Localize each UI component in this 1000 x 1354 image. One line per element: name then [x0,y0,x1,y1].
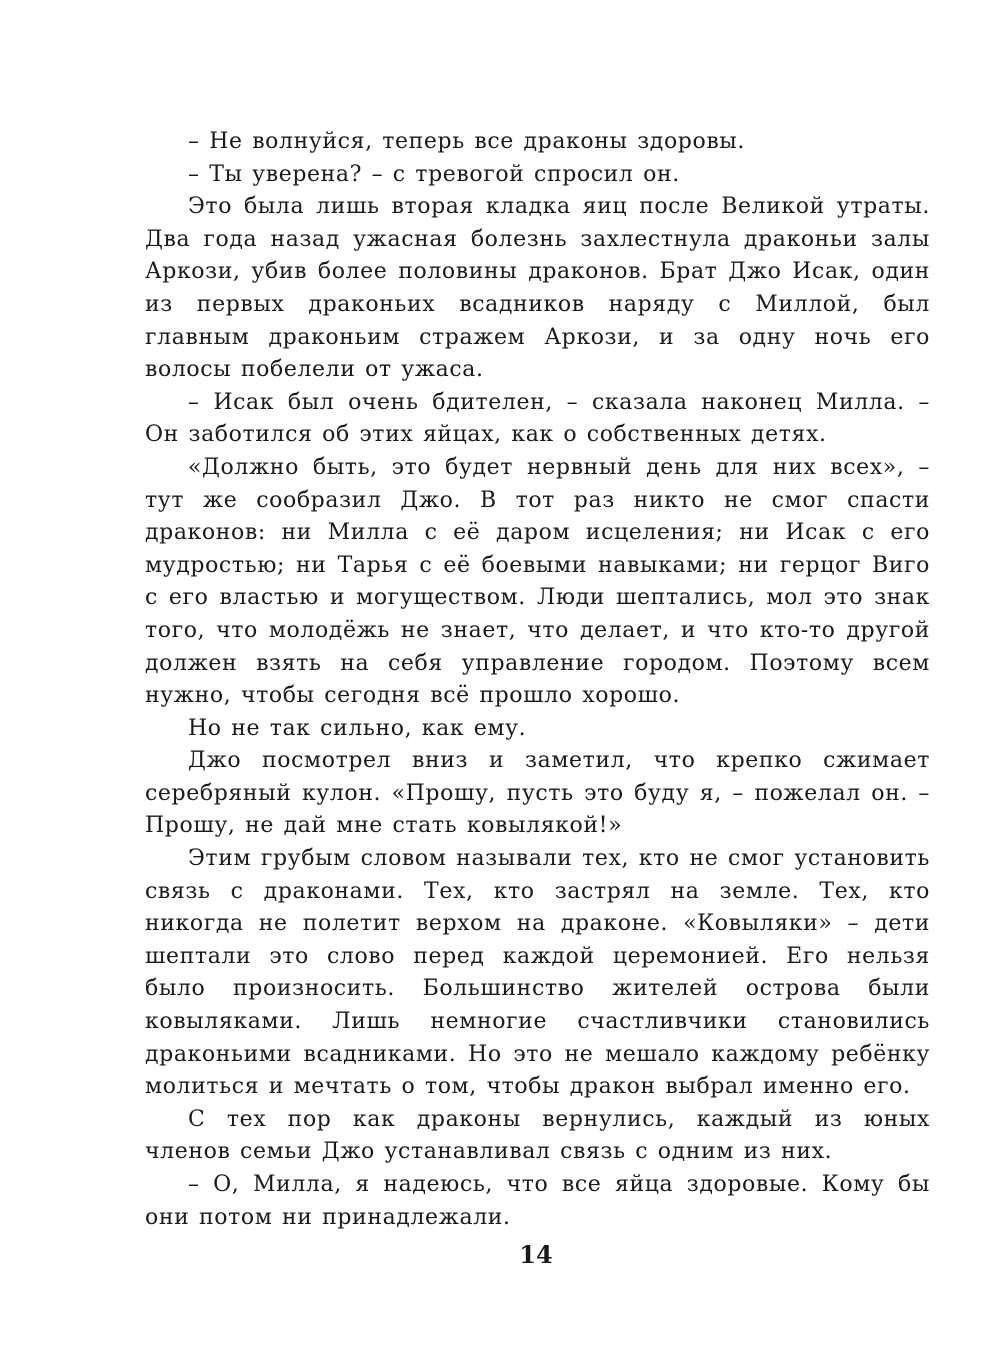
paragraph-2: – Ты уверена? – с тревогой спросил он. [188,161,680,187]
paragraph-10: – О, Милла, я надеюсь, что все яйца здоровые. Кому бы они потом ни принадлежали. [145,1172,930,1230]
paragraph-1: – Не волнуйся, теперь все драконы здоровы. [188,129,746,154]
paragraph-5: «Должно быть, это будет нервный день для них всех», – тут же сообразил Джо. В тот раз никто не смог спасти драконов: ни Милла с её даром исцеления; ни Исак с его мудростью; ни Тарья с её боевыми навыками; ни герцог Виго с его властью и могуществом. Люди шептались, мол это знак того, что молодёжь не знает, что делает, и что кто-то другой должен взять на себя управление городом. Поэтому всем нужно, чтобы сегодня всё прошло хорошо. [145,454,930,709]
paragraph-6: Но не так сильно, как ему. [188,715,527,741]
body-text [145,126,930,1234]
paragraph-8: Этим грубым словом называли тех, кто не смог установить связь с драконами. Тех, кто застрял на земле. Тех, кто никогда не полетит верхом на драконе. «Ковыляки» – дети шептали это слово перед каждой церемонией. Его нельзя было произносить. Большинство жителей острова были ковыляками. Лишь немногие счастливчики становились драконьими всадниками. Но это не мешало каждому ребёнку молиться и мечтать о том, чтобы дракон выбрал именно его. [145,846,930,1100]
paragraph-9: С тех пор как драконы вернулись, каждый из юных членов семьи Джо устанавливал связь с одним из них. [145,1106,930,1165]
page-number: 14 [519,1240,553,1269]
paragraph-4: – Исак был очень бдителен, – сказала наконец Милла. – Он заботился об этих яйцах, как о собственных детях. [145,389,930,448]
paragraph-3: Это была лишь вторая кладка яиц после Великой утраты. Два года назад ужасная болезнь захлестнула драконьи залы Аркози, убив более половины драконов. Брат Джо Исак, один из первых драконьих всадников наряду с Миллой, был главным драконьим стражем Аркози, и за одну ночь его волосы побелели от ужаса. [145,194,930,383]
paragraph-7: Джо посмотрел вниз и заметил, что крепко сжимает серебряный кулон. «Прошу, пусть это буду я, – пожелал он. – Прошу, не дай мне стать ковылякой!» [145,748,930,839]
